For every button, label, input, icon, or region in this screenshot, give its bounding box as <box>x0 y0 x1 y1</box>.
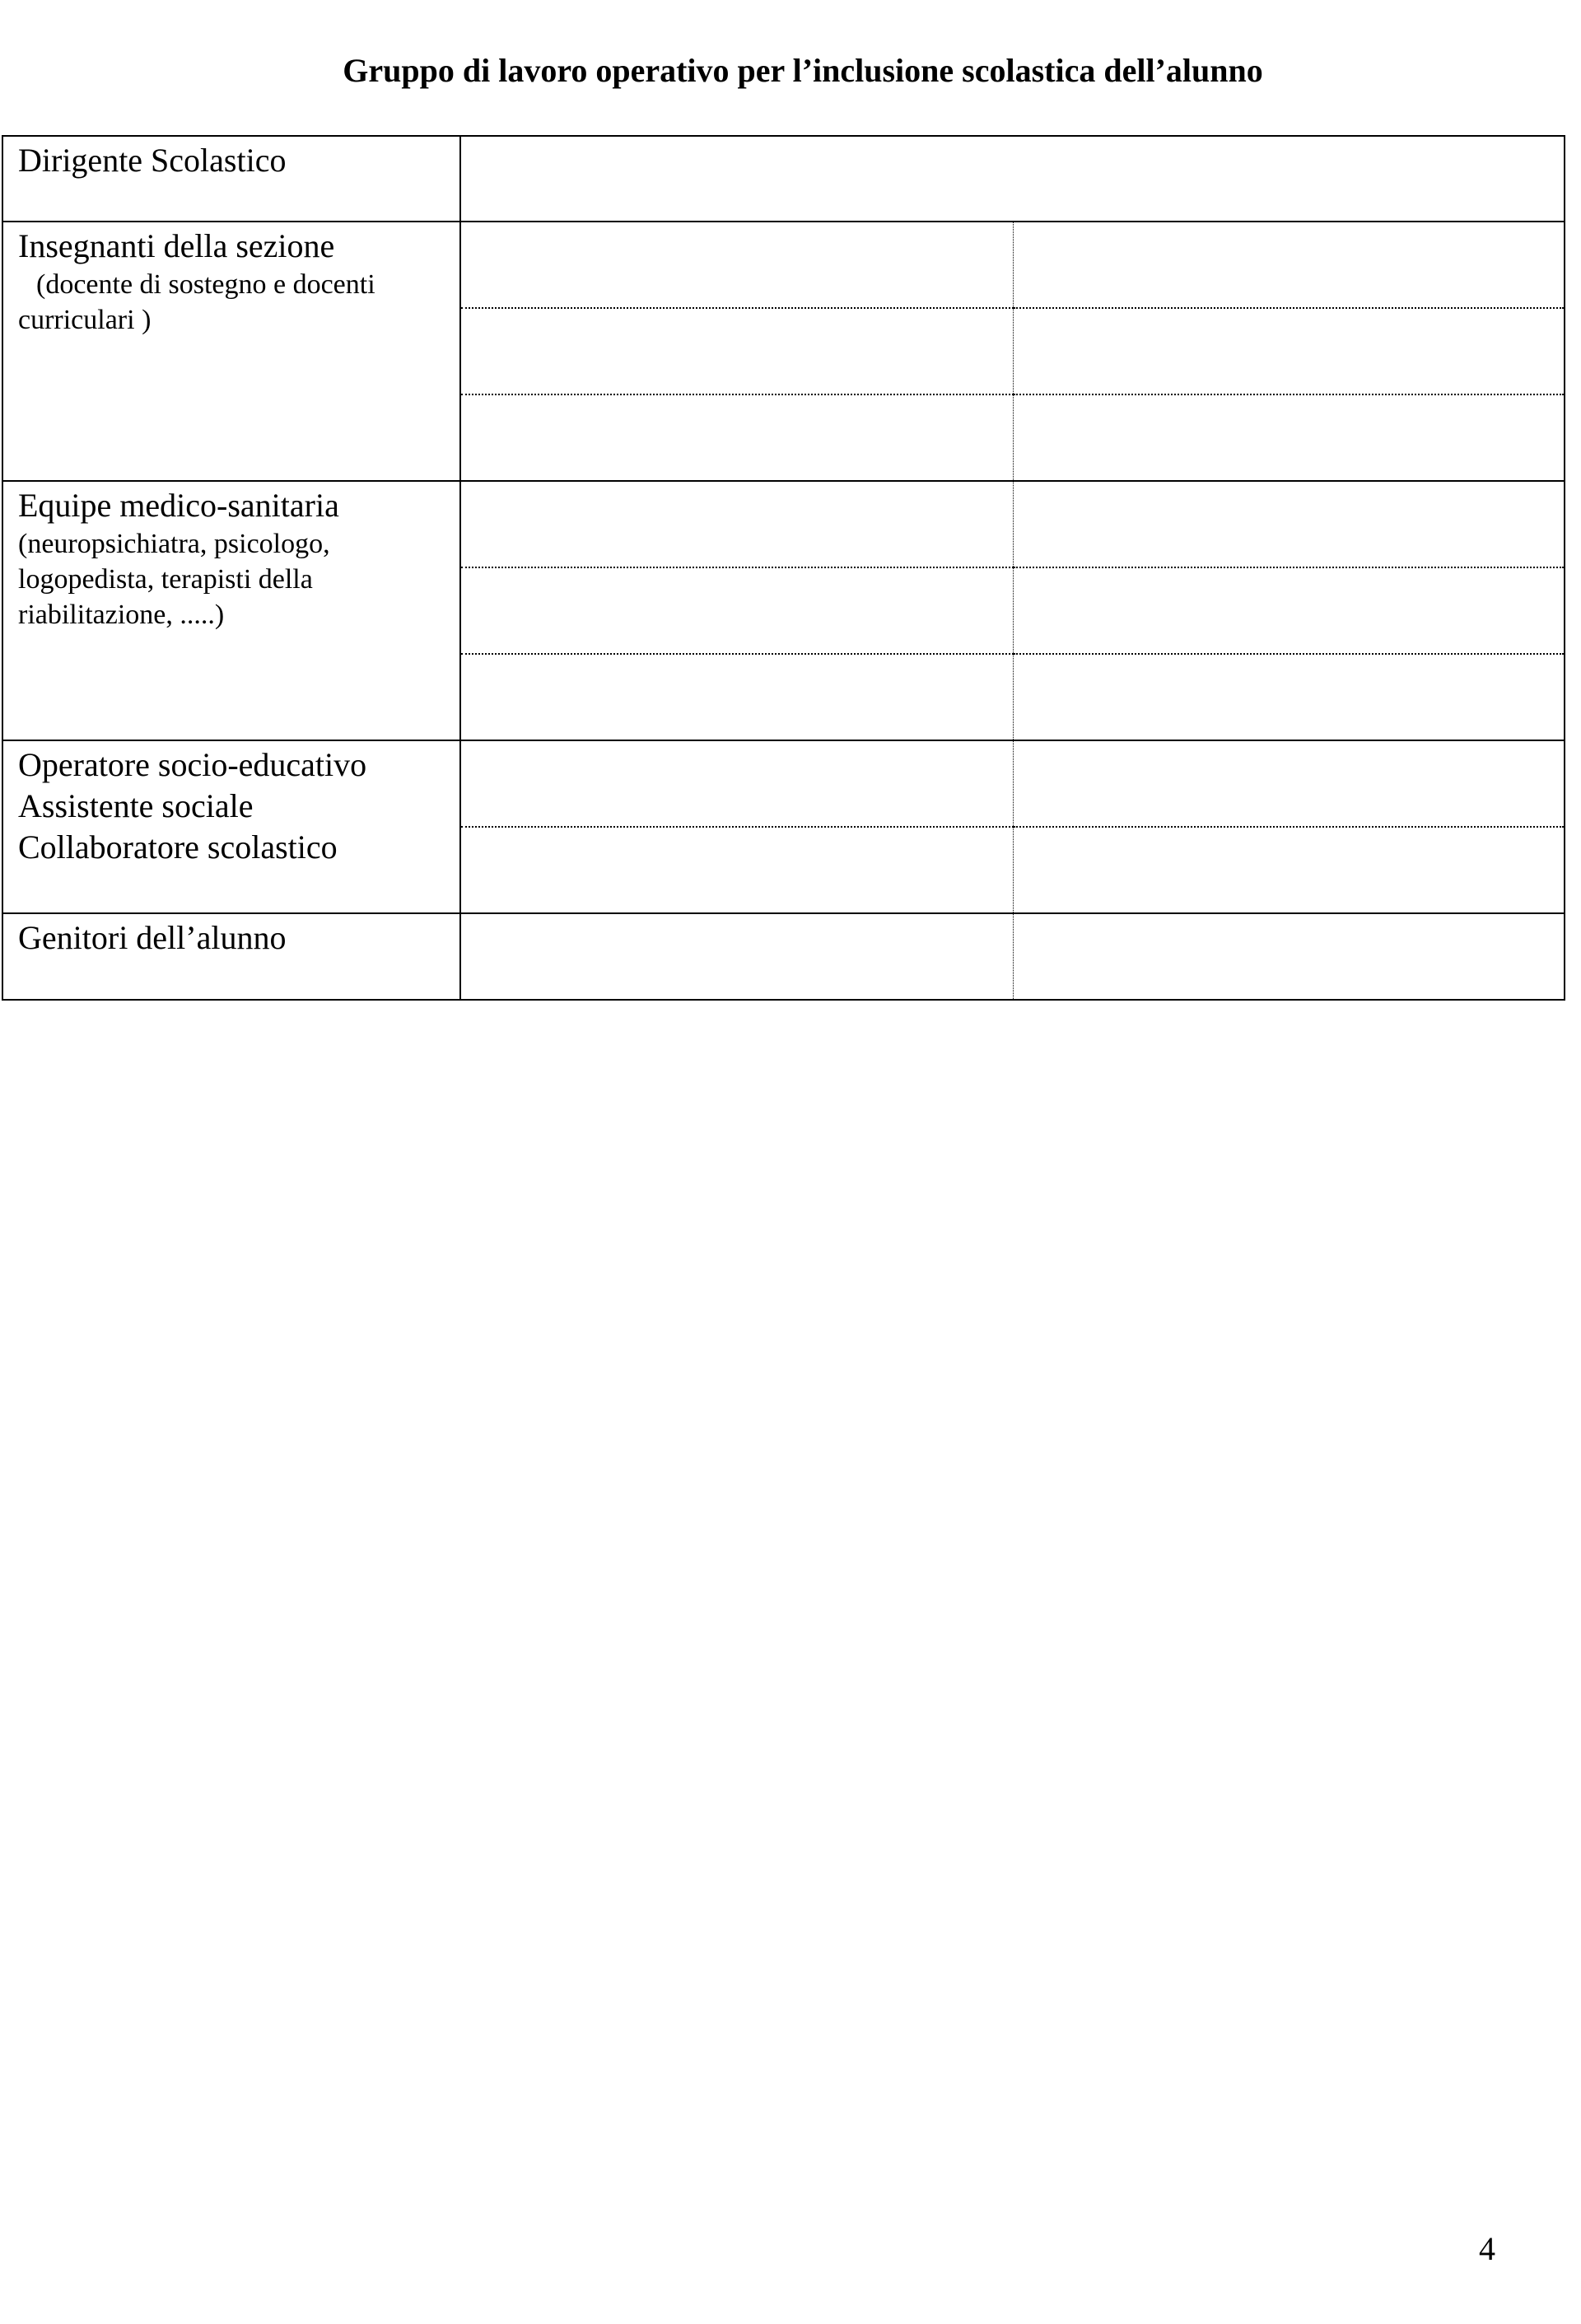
name-field[interactable] <box>460 136 1565 222</box>
name-field[interactable] <box>1013 654 1565 740</box>
role-note: logopedista, terapisti della <box>18 564 313 595</box>
name-field[interactable] <box>460 481 1013 567</box>
role-note: (neuropsichiatra, psicologo, <box>18 529 330 559</box>
name-field[interactable] <box>460 827 1013 913</box>
role-title: Dirigente Scolastico <box>18 142 287 179</box>
name-field[interactable] <box>460 913 1013 1000</box>
name-field[interactable] <box>1013 481 1565 567</box>
name-field[interactable] <box>460 654 1013 740</box>
role-title: Collaboratore scolastico <box>18 828 338 866</box>
name-field[interactable] <box>1013 913 1565 1000</box>
name-field[interactable] <box>1013 222 1565 308</box>
role-label-cell <box>2 481 460 740</box>
role-note: curriculari ) <box>18 305 152 335</box>
role-title: Equipe medico-sanitaria <box>18 487 339 524</box>
role-title: Insegnanti della sezione <box>18 227 335 264</box>
name-field[interactable] <box>460 740 1013 827</box>
document-title: Gruppo di lavoro operativo per l’inclusione scolastica dell’alunno <box>343 52 1263 89</box>
table-row <box>2 481 1565 567</box>
name-field[interactable] <box>1013 394 1565 481</box>
role-label-cell <box>2 913 460 1000</box>
name-field[interactable] <box>460 308 1013 394</box>
role-title: Assistente sociale <box>18 787 254 824</box>
role-label-cell <box>2 136 460 222</box>
name-field[interactable] <box>1013 740 1565 827</box>
table-row <box>2 913 1565 1000</box>
page-number: 4 <box>1479 2230 1495 2267</box>
working-group-table <box>2 135 1565 1001</box>
name-field[interactable] <box>460 567 1013 654</box>
table-row <box>2 136 1565 222</box>
role-title: Genitori dell’alunno <box>18 919 287 956</box>
name-field[interactable] <box>460 222 1013 308</box>
name-field[interactable] <box>1013 827 1565 913</box>
role-note: riabilitazione, .....) <box>18 600 225 630</box>
role-label-cell <box>2 740 460 913</box>
name-field[interactable] <box>1013 308 1565 394</box>
role-note: (docente di sostegno e docenti <box>36 269 375 300</box>
table-row <box>2 740 1565 827</box>
role-title: Operatore socio-educativo <box>18 746 367 783</box>
name-field[interactable] <box>1013 567 1565 654</box>
table-row <box>2 222 1565 308</box>
role-label-cell <box>2 222 460 481</box>
name-field[interactable] <box>460 394 1013 481</box>
